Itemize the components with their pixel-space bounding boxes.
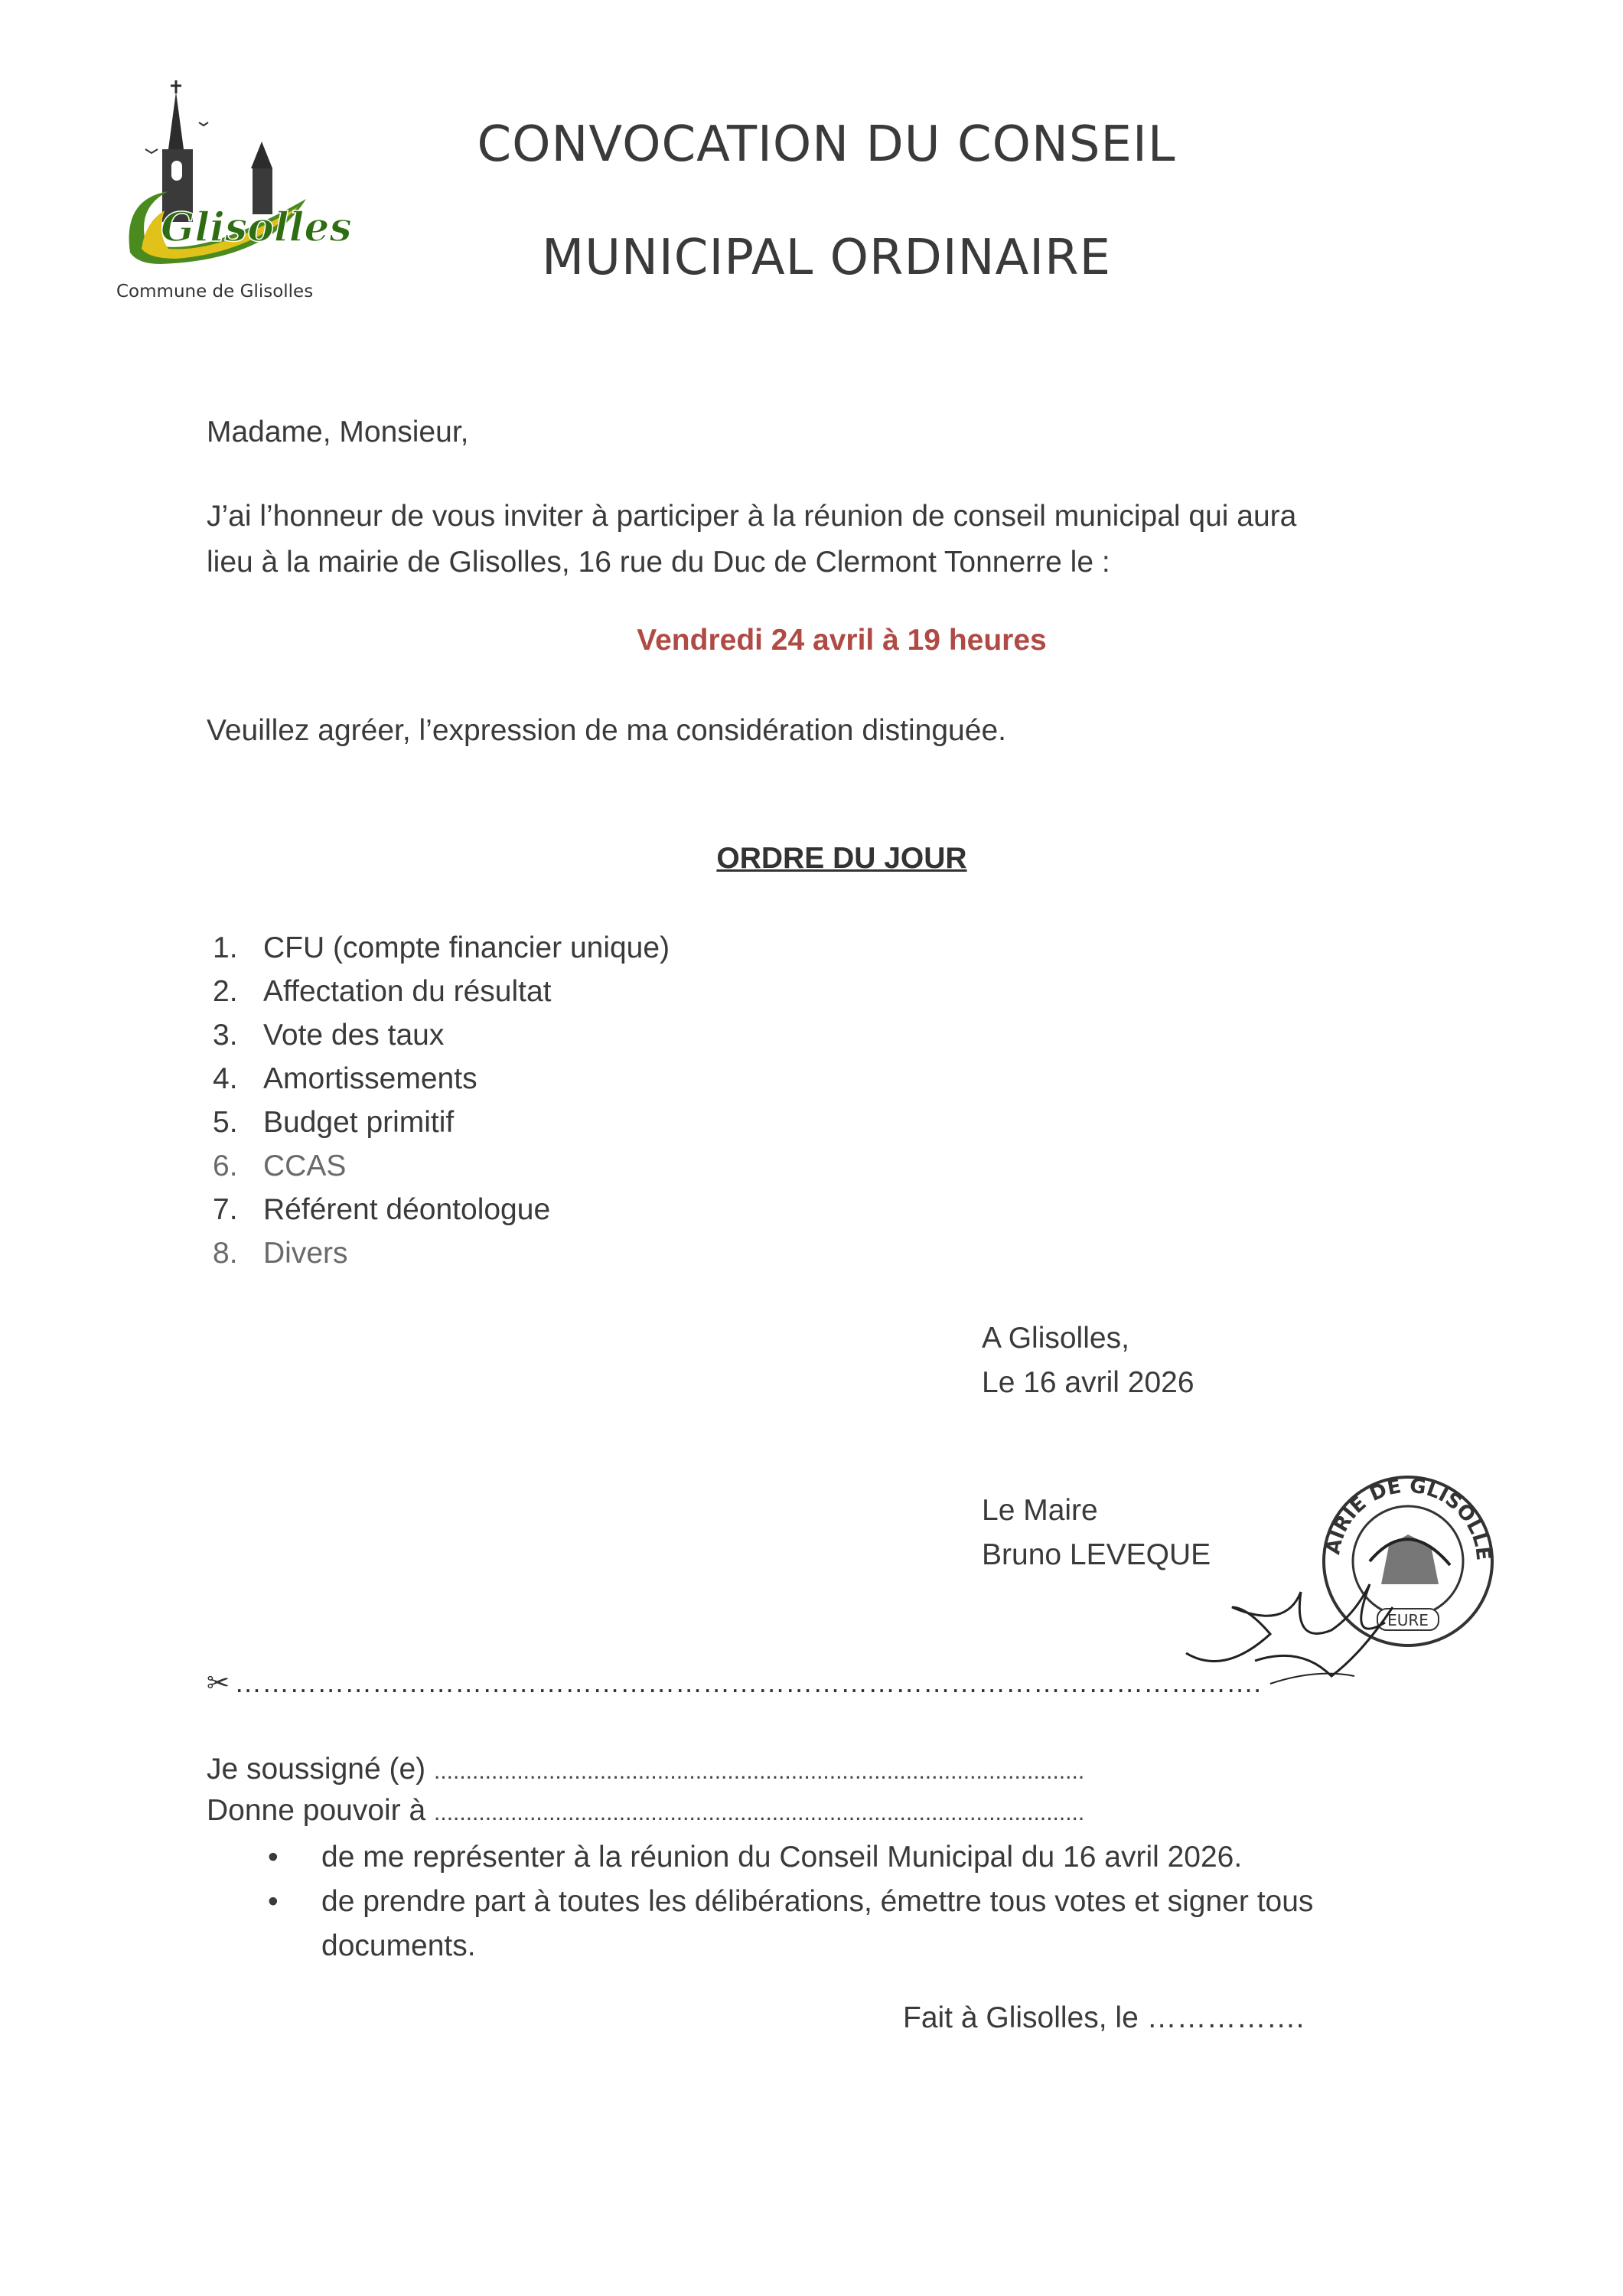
- agenda-item-label: Amortissements: [263, 1062, 477, 1095]
- bullet-text: de prendre part à toutes les délibérations, émettre tous votes et signer tous: [321, 1885, 1314, 1918]
- signature-place-date: [903, 2001, 1304, 2035]
- invitation-line: lieu à la mairie de Glisolles, 16 rue du Duc de Clermont Tonnerre le :: [207, 546, 1110, 579]
- agenda-item-label: Affectation du résultat: [263, 975, 552, 1008]
- undersigned-dots: ......................................................................................................: [433, 1759, 1085, 1784]
- closing-sentence: Veuillez agréer, l’expression de ma considération distinguée.: [207, 714, 1006, 747]
- signer-name: Bruno LEVEQUE: [982, 1538, 1211, 1571]
- agenda-item-label: Vote des taux: [263, 1019, 445, 1052]
- agenda-item: [213, 1188, 670, 1231]
- agenda-list: [213, 926, 670, 1275]
- agenda-item: [213, 1013, 670, 1057]
- bullet-icon: •: [268, 1885, 279, 1918]
- fait-dots: …………….: [1146, 2001, 1305, 2034]
- agenda-item-label: Divers: [263, 1237, 348, 1270]
- bullet-icon: •: [268, 1841, 279, 1874]
- commune-logo: [115, 77, 352, 283]
- agenda-item-number: 5.: [213, 1106, 238, 1139]
- stamp-text-bottom: EURE: [1387, 1611, 1429, 1629]
- cut-line: [207, 1667, 1446, 1699]
- agenda-item-label: CCAS: [263, 1150, 347, 1182]
- agenda-item-number: 2.: [213, 975, 238, 1008]
- signer-role: Le Maire: [982, 1494, 1098, 1527]
- agenda-item-label: Référent déontologue: [263, 1193, 551, 1226]
- agenda-item: [213, 1057, 670, 1101]
- document-title-line2: MUNICIPAL ORDINAIRE: [541, 230, 1112, 286]
- undersigned-field: [207, 1753, 1084, 1786]
- bullet-text: de me représenter à la réunion du Conseil Municipal du 16 avril 2026.: [321, 1841, 1243, 1874]
- document-title-line1: CONVOCATION DU CONSEIL: [477, 116, 1176, 173]
- letter-date: Le 16 avril 2026: [982, 1366, 1194, 1399]
- stamp-text-top: AIRIE DE GLISOLLE: [1322, 1474, 1495, 1562]
- proxy-powers-list: [268, 1835, 1446, 1968]
- cut-dots: ………………………………………………………………………………………………….: [234, 1667, 1262, 1698]
- scissors-icon: ✂: [207, 1667, 230, 1698]
- agenda-item: [213, 926, 670, 970]
- place: A Glisolles,: [982, 1322, 1129, 1355]
- invitation-line: J’ai l’honneur de vous inviter à participer à la réunion de conseil municipal qui aura: [207, 500, 1297, 533]
- agenda-item-label: CFU (compte financier unique): [263, 931, 670, 964]
- agenda-item-number: 6.: [213, 1150, 238, 1182]
- logo-caption: Commune de Glisolles: [116, 282, 314, 302]
- invitation-paragraph: [207, 494, 1477, 585]
- agenda-item: [213, 1101, 670, 1144]
- meeting-date: Vendredi 24 avril à 19 heures: [637, 624, 1047, 657]
- agenda-item: [213, 970, 670, 1013]
- agenda-item-number: 7.: [213, 1193, 238, 1226]
- agenda-item: [213, 1144, 670, 1188]
- place-and-date: [982, 1316, 1194, 1405]
- agenda-heading: ORDRE DU JOUR: [716, 842, 967, 875]
- agenda-item-number: 1.: [213, 931, 238, 964]
- fait-label: Fait à Glisolles, le: [903, 2001, 1139, 2034]
- agenda-item-number: 4.: [213, 1062, 238, 1095]
- signer-block: [982, 1489, 1211, 1577]
- bullet-text: documents.: [321, 1929, 476, 1962]
- agenda-item-number: 8.: [213, 1237, 238, 1270]
- agenda-item: [213, 1231, 670, 1275]
- agenda-item-label: Budget primitif: [263, 1106, 455, 1139]
- proxy-label: Donne pouvoir à: [207, 1794, 426, 1827]
- proxy-field: [207, 1794, 1084, 1828]
- bullet-item: [268, 1880, 1446, 1968]
- agenda-item-number: 3.: [213, 1019, 238, 1052]
- salutation: Madame, Monsieur,: [207, 416, 469, 448]
- proxy-dots: ......................................................................................................: [434, 1800, 1085, 1825]
- undersigned-label: Je soussigné (e): [207, 1753, 426, 1786]
- bullet-item: [268, 1835, 1446, 1880]
- logo-name: Glisolles: [161, 204, 352, 251]
